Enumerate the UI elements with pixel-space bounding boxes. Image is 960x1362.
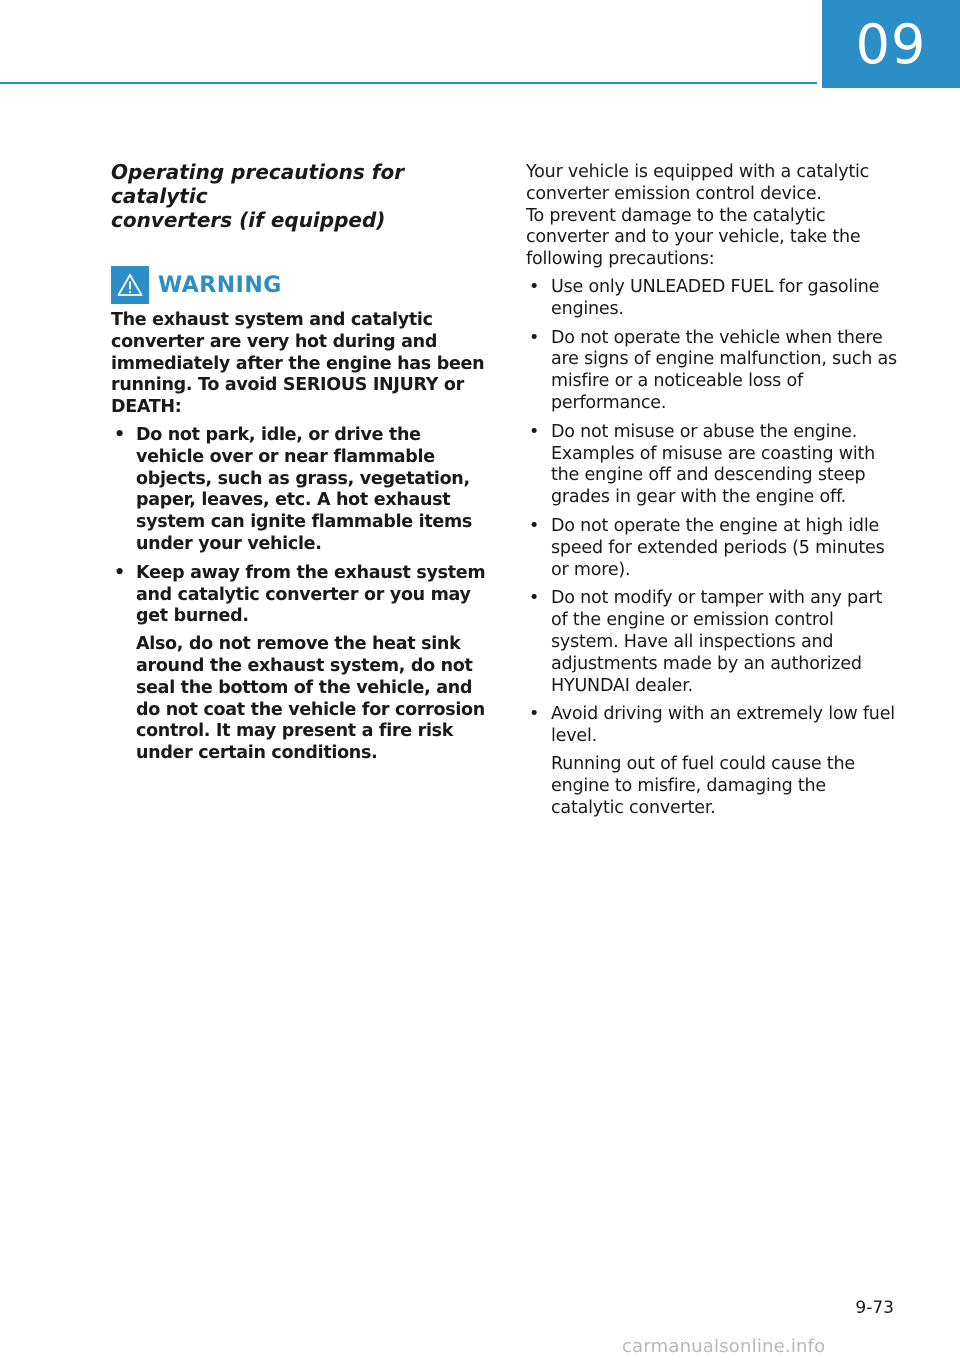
intro-paragraph-1: Your vehicle is equipped with a catalytic converter emission control device. [526,162,870,204]
left-column [111,160,486,772]
section-title [111,160,486,232]
list-item-subtext: Running out of fuel could cause the engine to misfire, damaging the catalytic converter. [551,753,855,818]
warning-body [111,310,486,765]
bullet-glyph: • [529,327,540,348]
warning-label: WARNING [158,272,282,298]
bullet-glyph: • [529,515,540,536]
list-item-text: Do not modify or tamper with any part of the engine or emission control system. Have all inspections and adjustments made by an authorized HYUNDAI dealer. [551,588,883,696]
bullet-glyph: • [114,424,125,445]
right-column [526,162,901,826]
chapter-tab [822,0,960,88]
list-item [526,422,901,509]
list-item-text: Do not operate the engine at high idle speed for extended periods (5 minutes or more). [551,515,885,580]
list-item [526,516,901,581]
chapter-number: 09 [855,12,927,76]
bullet-glyph: • [529,588,540,609]
precaution-bullet-list [526,277,901,819]
list-item-subtext: Also, do not remove the heat sink around the exhaust system, do not seal the bottom of the vehicle, and do not coat the vehicle for corrosion control. It may present a fire risk under certain conditions. [136,634,485,764]
list-item [526,588,901,697]
list-item [111,563,486,765]
bullet-glyph: • [114,562,125,583]
header-rule [0,82,817,84]
list-item [111,425,486,556]
warning-triangle-icon [111,266,149,304]
warning-header [111,266,486,304]
list-item [526,704,901,819]
section-title-line1: Operating precautions for catalytic [111,160,405,208]
warning-intro: The exhaust system and catalytic converter are very hot during and immediately after the engine has been running. To avoid SERIOUS INJURY or DEATH: [111,310,485,418]
section-title-line2: converters (if equipped) [111,208,386,232]
list-item-text: Use only UNLEADED FUEL for gasoline engines. [551,276,880,319]
list-item-text: Avoid driving with an extremely low fuel level. [551,704,895,747]
warning-bullet-list [111,425,486,765]
page-number: 9-73 [855,1298,894,1318]
list-item-text: Keep away from the exhaust system and catalytic converter or you may get burned. [136,562,486,627]
bullet-glyph: • [529,421,540,442]
watermark: carmanualsonline.info [622,1336,826,1357]
list-item-text: Do not park, idle, or drive the vehicle over or near flammable objects, such as grass, vegetation, paper, leaves, etc. A hot exhaust system can ignite flammable items under your vehicle. [136,424,473,554]
list-item [526,277,901,321]
list-item [526,328,901,415]
bullet-glyph: • [529,704,540,725]
intro-paragraph-2: To prevent damage to the catalytic converter and to your vehicle, take the following precautions: [526,205,861,270]
list-item-text: Do not misuse or abuse the engine. Examples of misuse are coasting with the engine off and descending steep grades in gear with the engine off. [551,421,876,508]
bullet-glyph: • [529,276,540,297]
list-item-text: Do not operate the vehicle when there are signs of engine malfunction, such as misfire or a noticeable loss of performance. [551,327,897,413]
